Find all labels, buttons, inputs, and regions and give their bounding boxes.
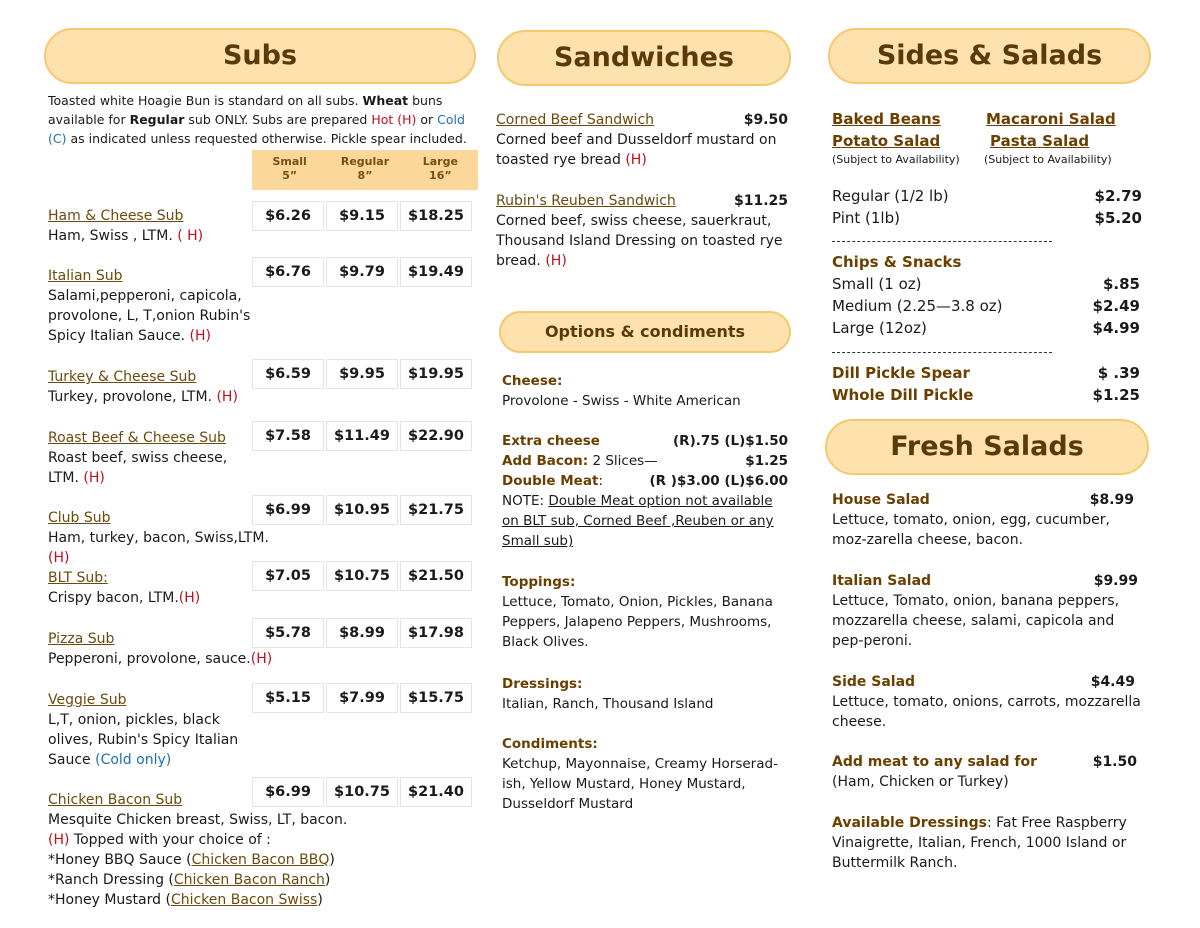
sandwich-name[interactable]: Rubin's Reuben Sandwich [496,193,676,209]
sub-item: BLT Sub: Crispy bacon, LTM.(H) [48,568,253,608]
chicken-bacon-ranch-link[interactable]: Chicken Bacon Ranch [173,872,325,888]
dressings-option: Dressings: Italian, Ranch, Thousand Island [502,676,714,712]
chicken-bacon-swiss-link[interactable]: Chicken Bacon Swiss [170,892,318,908]
sub-item: Veggie Sub L,T, onion, pickles, black olives, Rubin's Spicy Italian Sauce (Cold only) [48,690,248,770]
sub-prices: $6.99 $10.75 $21.40 [252,777,472,807]
toppings-option: Toppings: Lettuce, Tomato, Onion, Pickles, Banana Peppers, Jalapeno Peppers, Mushrooms, Black Olives. [502,574,773,650]
sub-item: Turkey & Cheese Sub Turkey, provolone, LTM. (H) [48,367,253,407]
sandwich-item: Rubin's Reuben Sandwich $11.25 Corned beef, swiss cheese, sauerkraut, Thousand Island Dressing on toasted rye bread. (H) [496,193,788,269]
salad-item: Add meat to any salad for $1.50 (Ham, Chicken or Turkey) [832,754,1137,790]
sub-item: Chicken Bacon Sub Mesquite Chicken breast, Swiss, LT, bacon.(H) Topped with your choice of : *Honey BBQ Sauce (Chicken Bacon BBQ) *Ranch Dressing (Chicken Bacon Ranch) *Honey Mustard (Chicken Bacon Swiss) [48,792,348,908]
sub-item: Ham & Cheese Sub Ham, Swiss , LTM. ( H) [48,206,253,246]
sub-name[interactable]: Veggie Sub [48,692,127,708]
size-header [252,150,478,190]
chicken-bacon-bbq-link[interactable]: Chicken Bacon BBQ [191,852,330,868]
sub-item: Club Sub Ham, turkey, bacon, Swiss,LTM.(H) [48,508,278,568]
sub-name[interactable]: Turkey & Cheese Sub [48,369,197,385]
sub-name[interactable]: BLT Sub: [48,570,108,586]
sub-prices: $7.05 $10.75 $21.50 [252,561,472,591]
salad-item: Italian Salad $9.99 Lettuce, Tomato, onion, banana peppers, mozzarella cheese, salami, capicola and pep-peroni. [832,573,1138,649]
sub-prices: $6.76 $9.79 $19.49 [252,257,472,287]
sub-prices: $7.58 $11.49 $22.90 [252,421,472,451]
availability-note: (Subject to Availability) [832,153,960,166]
sandwich-name[interactable]: Corned Beef Sandwich [496,112,655,128]
sub-item: Roast Beef & Cheese Sub Roast beef, swiss cheese, LTM. (H) [48,428,253,488]
salad-item: House Salad $8.99 Lettuce, tomato, onion, egg, cucumber, moz-zarella cheese, bacon. [832,492,1134,548]
size-large: Large 16” [422,155,458,182]
sides-salads-header: Sides & Salads [828,28,1151,84]
condiments-option: Condiments: Ketchup, Mayonnaise, Creamy Horserad-ish, Yellow Mustard, Honey Mustard, Dusseldorf Mustard [502,736,778,812]
sub-name[interactable]: Pizza Sub [48,631,115,647]
sub-prices: $6.26 $9.15 $18.25 [252,201,472,231]
sub-prices: $5.78 $8.99 $17.98 [252,618,472,648]
sandwich-item: Corned Beef Sandwich $9.50 Corned beef and Dusseldorf mustard on toasted rye bread (H) [496,112,788,168]
availability-note: (Subject to Availability) [984,153,1112,166]
side-baked-beans: Baked Beans [832,110,941,128]
sub-prices: $6.59 $9.95 $19.95 [252,359,472,389]
subs-header: Subs [44,28,476,84]
sub-name[interactable]: Club Sub [48,510,111,526]
size-regular: Regular 8” [340,155,390,182]
side-pasta-salad: Pasta Salad [990,132,1090,150]
subs-intro: Toasted white Hoagie Bun is standard on all subs. Wheat buns available for Regular sub ONLY. Subs are prepared Hot (H) or Cold (C) as indicated unless requested otherwise. Pickle spear included. [48,93,467,146]
sub-item: Pizza Sub Pepperoni, provolone, sauce.(H) [48,629,288,669]
sub-prices: $6.99 $10.95 $21.75 [252,495,472,525]
sub-prices: $5.15 $7.99 $15.75 [252,683,472,713]
sub-item: Italian Sub Salami,pepperoni, capicola, provolone, L, T,onion Rubin's Spicy Italian Sauce. (H) [48,266,253,346]
sub-name[interactable]: Roast Beef & Cheese Sub [48,430,226,446]
sub-name[interactable]: Italian Sub [48,268,123,284]
divider [832,352,1052,353]
sub-name[interactable]: Chicken Bacon Sub [48,792,183,808]
chips-snacks: Chips & Snacks Small (1 oz) $.85 Medium (2.25—3.8 oz) $2.49 Large (12oz) $4.99 [832,253,1140,337]
side-sizes: Regular (1/2 lb) $2.79 Pint (1lb) $5.20 [832,187,1142,227]
side-potato-salad: Potato Salad [832,132,941,150]
options-header: Options & condiments [499,311,791,353]
fresh-salads-header: Fresh Salads [825,419,1149,475]
sandwiches-header: Sandwiches [497,30,791,86]
divider [832,241,1052,242]
extras-option: Extra cheese (R).75 (L)$1.50 Add Bacon: 2 Slices— $1.25 Double Meat: (R )$3.00 (L)$6.00 NOTE: Double Meat option not available on BLT sub, Corned Beef ,Reuben or any Small sub) [502,433,788,549]
cheese-option: Cheese: Provolone - Swiss - White American [502,373,741,409]
available-dressings: Available Dressings: Fat Free Raspberry Vinaigrette, Italian, French, 1000 Island or Buttermilk Ranch. [832,815,1127,871]
salad-item: Side Salad $4.49 Lettuce, tomato, onions, carrots, mozzarella cheese. [832,674,1141,730]
size-small: Small 5” [272,155,307,182]
side-mac-salad: Macaroni Salad [986,110,1116,128]
sub-name[interactable]: Ham & Cheese Sub [48,208,184,224]
pickles: Dill Pickle Spear $ .39 Whole Dill Pickle $1.25 [832,364,1140,404]
